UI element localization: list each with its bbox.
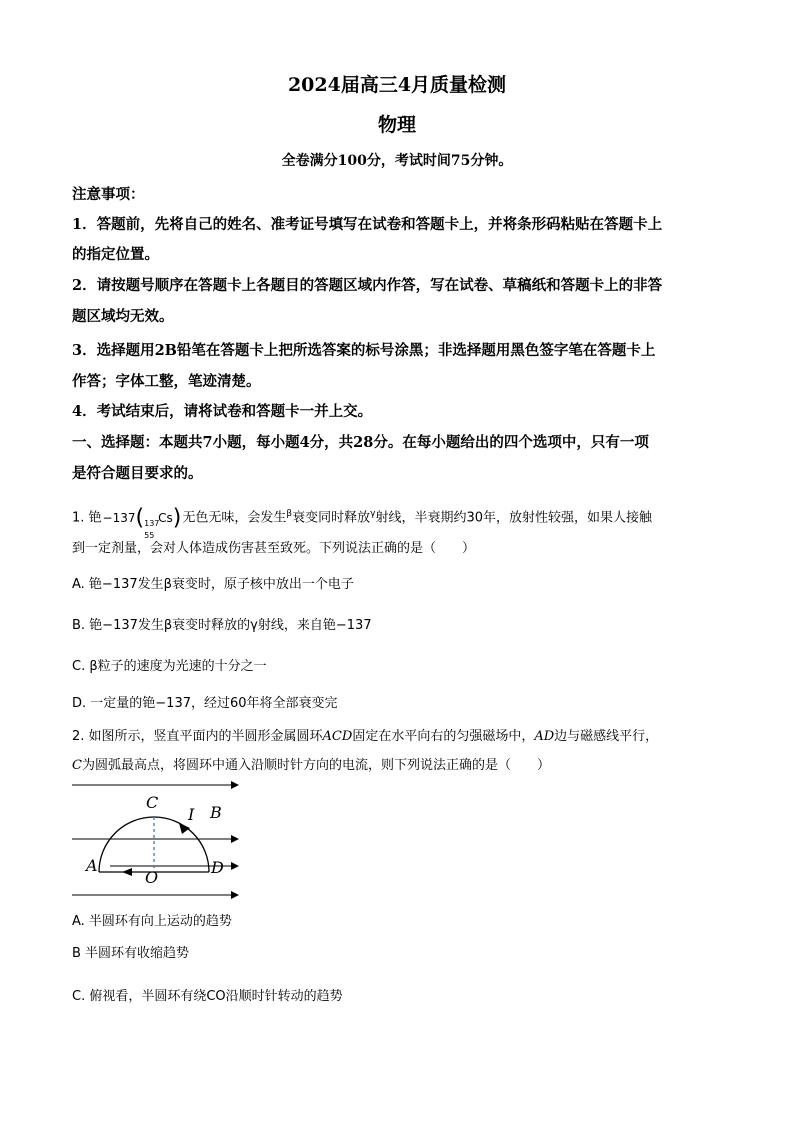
semicircle-ring-diagram <box>70 776 250 906</box>
label-c: C <box>146 793 159 812</box>
label-d: D <box>211 858 224 877</box>
q1-option-b: B. 铯−137发生β衰变时释放的γ射线，来自铯−137 <box>72 618 372 633</box>
current-arrow-bottom <box>122 868 132 876</box>
q1-option-c: C. β粒子的速度为光速的十分之一 <box>72 659 267 674</box>
note-4: 4．考试结束后，请将试卷和答题卡一并上交。 <box>72 403 373 420</box>
note-1-line-1: 1．答题前，先将自己的姓名、准考证号填写在试卷和答题卡上，并将条形码粘贴在答题卡上 <box>72 216 663 233</box>
label-o: O <box>145 868 159 887</box>
q2-option-a: A. 半圆环有向上运动的趋势 <box>72 914 232 929</box>
q2-line-1: 2. 如图所示，竖直平面内的半圆形金属圆环ACD固定在水平向右的匀强磁场中，AD边与磁感线平行， <box>72 729 659 744</box>
q1-option-d: D. 一定量的铯−137，经过60年将全部衰变完 <box>72 696 338 711</box>
section-1-line-1: 一、选择题：本题共7小题，每小题4分，共28分。在每小题给出的四个选项中，只有一项 <box>72 434 649 451</box>
notes-heading: 注意事项： <box>72 186 145 203</box>
label-a: A <box>86 856 98 875</box>
note-2-line-2: 题区域均无效。 <box>72 308 174 325</box>
q2-line-2: C为圆弧最高点，将圆环中通入沿顺时针方向的电流，则下列说法正确的是（ ） <box>72 758 550 773</box>
note-2-line-1: 2．请按题号顺序在答题卡上各题目的答题区域内作答，写在试卷、草稿纸和答题卡上的非答 <box>72 277 663 294</box>
label-i: I <box>188 805 195 824</box>
exam-title: 2024届高三4月质量检测 <box>287 74 507 96</box>
q1-option-a: A. 铯−137发生β衰变时，原子核中放出一个电子 <box>72 577 354 592</box>
current-arrow-arc <box>179 823 190 834</box>
q2-option-b: B 半圆环有收缩趋势 <box>72 946 190 961</box>
note-1-line-2: 的指定位置。 <box>72 246 159 263</box>
q1-prefix: 1. 铯 <box>72 510 102 526</box>
isotope-cs137: −137( 137 55 Cs) <box>102 505 182 541</box>
note-3-line-1: 3．选择题用2B铅笔在答题卡上把所选答案的标号涂黑；非选择题用黑色签字笔在答题卡上 <box>72 342 656 359</box>
note-3-line-2: 作答；字体工整，笔迹清楚。 <box>72 373 261 390</box>
section-1-line-2: 是符合题目要求的。 <box>72 465 203 482</box>
subject-title: 物理 <box>377 114 416 136</box>
label-b: B <box>210 803 222 822</box>
exam-meta: 全卷满分100分，考试时间75分钟。 <box>281 153 513 169</box>
q2-option-c: C. 俯视看，半圆环有绕CO沿顺时针转动的趋势 <box>72 989 343 1004</box>
q1-line-1: 1. 铯−137( 137 55 Cs)无色无味，会发生$^\beta$衰变同时释放$^\gamma$射线，半衰期约30年，放射性较强，如果人接触 <box>72 496 652 532</box>
q1-line-2: 到一定剂量，会对人体造成伤害甚至致死。下列说法正确的是（ ） <box>72 541 476 556</box>
